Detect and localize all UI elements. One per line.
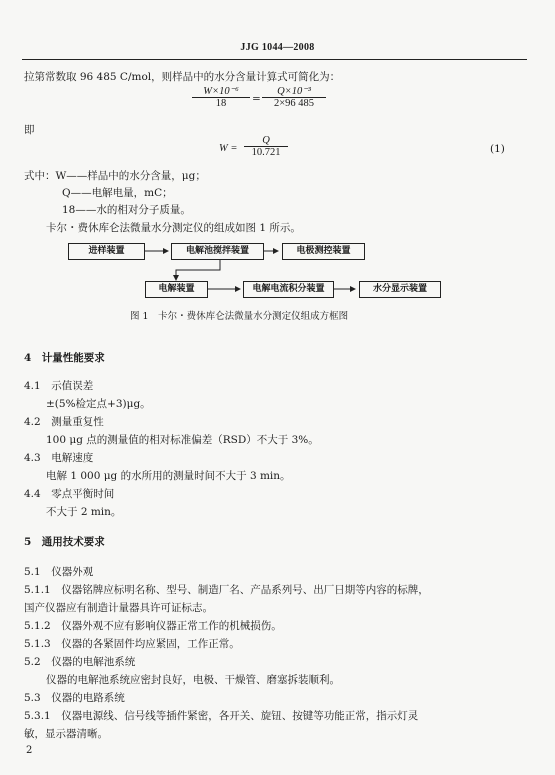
section-5-3-1-line2: 敏，显示器清晰。 [24,728,108,740]
section-5-1-2: 5.1.2 仪器外观不应有影响仪器正常工作的机械损伤。 [24,620,282,632]
section-4-2-text: 100 μg 点的测量值的相对标准偏差（RSD）不大于 3%。 [46,434,319,446]
fraction-rhs-num: Q×10⁻³ [277,86,311,97]
fraction-lhs-num: W×10⁻⁶ [203,86,239,97]
section-5-2-title: 5.2 仪器的电解池系统 [24,656,136,668]
fraction-eq2-den: 10.721 [244,146,288,158]
fraction-rhs-den: 2×96 485 [262,97,326,109]
section-4-4-text: 不大于 2 min。 [46,506,122,518]
section-5-1-3: 5.1.3 仪器的各紧固件均应紧固，工作正常。 [24,638,240,650]
section-5-1-1-line1: 5.1.1 仪器铭牌应标明名称、型号、制造厂名、产品系列号、出厂日期等内容的标牌， [24,584,429,596]
standard-number: JJG 1044—2008 [240,42,315,53]
definition-q: Q——电解电量，mC； [62,187,173,199]
diagram-box-electrolysis: 电解装置 [145,281,208,298]
section-4-title: 4 计量性能要求 [24,352,105,364]
formula-intro: 拉第常数取 96 485 C/mol，则样品中的水分含量计算式可简化为： [24,71,341,83]
page-number: 2 [26,745,33,756]
section-4-3-text: 电解 1 000 μg 的水所用的测量时间不大于 3 min。 [46,470,291,482]
diagram-box-sampling: 进样装置 [68,243,145,260]
section-4-3-title: 4.3 电解速度 [24,452,94,464]
section-5-2-text: 仪器的电解池系统应密封良好，电极、干燥管、磨塞拆装顺利。 [46,674,340,686]
section-5-3-title: 5.3 仪器的电路系统 [24,692,125,704]
section-5-title: 5 通用技术要求 [24,536,105,548]
section-4-2-title: 4.2 测量重复性 [24,416,104,428]
diagram-box-display: 水分显示装置 [359,281,441,298]
eq2-lhs: W = [219,143,238,154]
section-4-1-text: ±(5%检定点+3)μg。 [46,398,151,410]
equals-sign: = [252,93,261,105]
fraction-eq2-num: Q [262,135,270,146]
fraction-lhs-den: 18 [192,97,250,109]
diagram-box-integration: 电解电流积分装置 [243,281,334,298]
section-4-1-title: 4.1 示值误差 [24,380,94,392]
section-5-3-1-line1: 5.3.1 仪器电源线、信号线等插件紧密，各开关、旋钮、按键等功能正常，指示灯灵 [24,710,419,722]
section-5-1-1-line2: 国产仪器应有制造计量器具许可证标志。 [24,602,213,614]
section-4-4-title: 4.4 零点平衡时间 [24,488,115,500]
diagram-box-electrode-control: 电极测控装置 [282,243,365,260]
diagram-box-stirring: 电解池搅拌装置 [171,243,264,260]
figure-intro: 卡尔・费休库仑法微量水分测定仪的组成如图 1 所示。 [46,222,301,234]
ji-word: 即 [24,124,35,136]
equation-number: (1) [490,143,505,155]
definition-w: 式中：W——样品中的水分含量，μg； [24,170,206,182]
figure-caption: 图 1 卡尔・费休库仑法微量水分测定仪组成方框图 [130,311,349,322]
section-5-1-title: 5.1 仪器外观 [24,566,94,578]
definition-18: 18——水的相对分子质量。 [62,204,191,216]
